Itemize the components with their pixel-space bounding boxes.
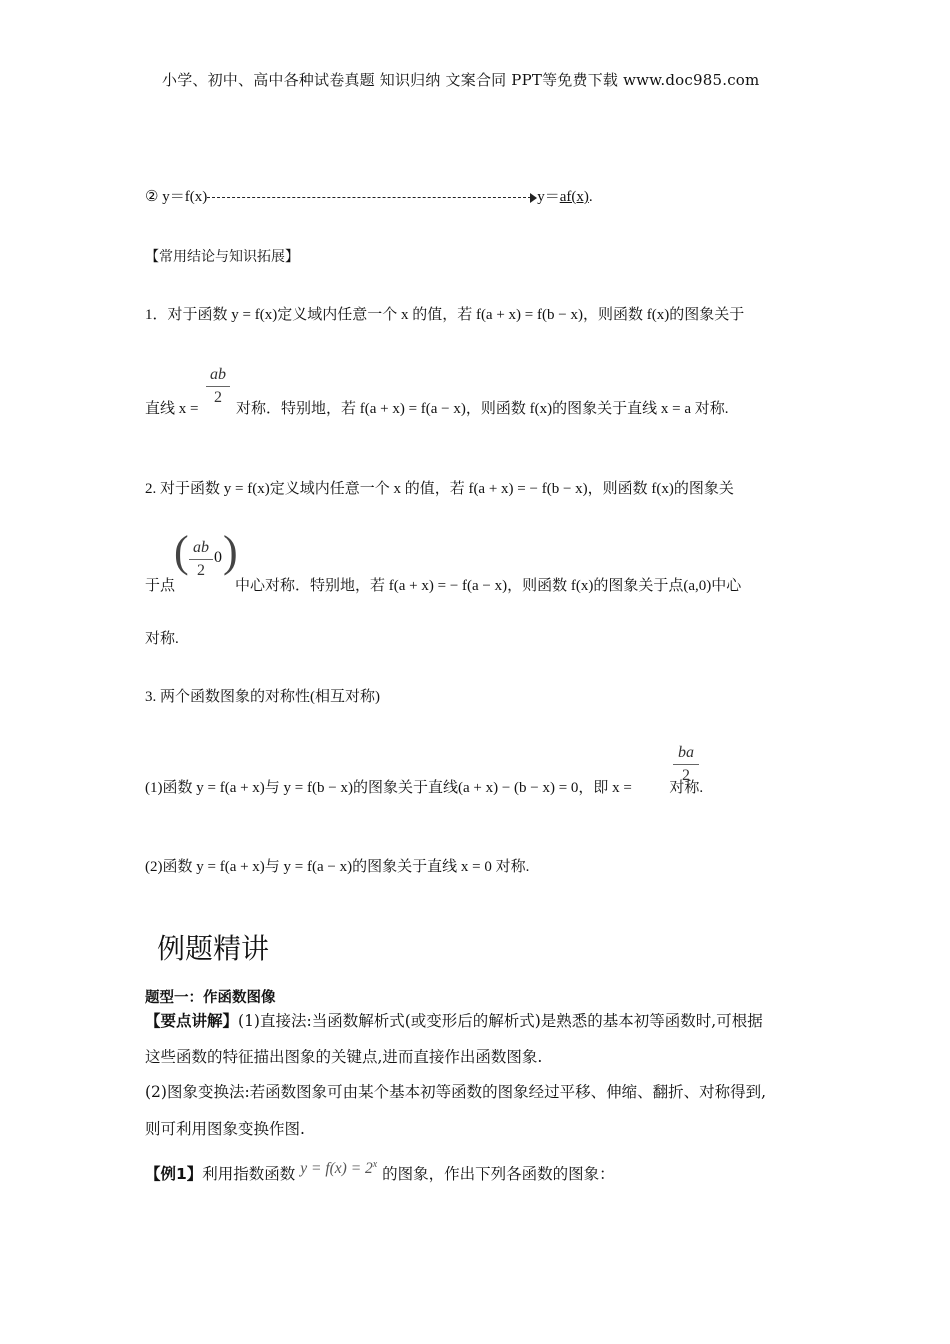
- item2-frac-num: ab: [193, 539, 209, 556]
- item3-p2: (2)函数 y = f(a + x)与 y = f(a − x)的图象关于直线 x = 0 对称.: [145, 859, 530, 875]
- item1-line2: [145, 397, 729, 418]
- key-label: 【要点讲解】: [145, 1012, 239, 1030]
- left-paren-icon: (: [174, 527, 189, 576]
- item2-line2-before: 于点: [145, 578, 176, 594]
- example1-before: 利用指数函数: [202, 1165, 301, 1183]
- key-p1-text: (1)直接法:当函数解析式(或变形后的解析式)是熟悉的基本初等函数时,可根据: [238, 1012, 763, 1030]
- example1-after: 的图象，作出下列各函数的图象：: [377, 1165, 615, 1183]
- item1-line2-before: 直线 x =: [145, 401, 203, 417]
- item3-title: 3. 两个函数图象的对称性(相互对称): [145, 689, 380, 705]
- item3-p1-after: 对称.: [665, 780, 704, 796]
- key-p2-line1: (2)图象变换法:若函数图象可由某个基本初等函数的图象经过平移、伸缩、翻折、对称得到,: [145, 1083, 767, 1101]
- item3-frac-num: ba: [678, 744, 694, 761]
- key-p1-line2: 这些函数的特征描出图象的关键点,进而直接作出函数图象.: [145, 1048, 543, 1066]
- item1-frac-num: ab: [210, 366, 226, 383]
- conclusions-heading: 【常用结论与知识拓展】: [145, 249, 299, 265]
- example1-label: 【例1】: [145, 1165, 203, 1183]
- item2-line3: 对称.: [145, 631, 179, 647]
- transform-suffix: y＝: [537, 189, 560, 205]
- key-p2-line2: 则可利用图象变换作图.: [145, 1120, 305, 1138]
- key-p1-line1: [145, 1009, 763, 1031]
- type1-title: 题型一：作函数图像: [145, 990, 276, 1006]
- item2-frac-tail: 0: [214, 549, 222, 566]
- page-header: 小学、初中、高中各种试卷真题 知识归纳 文案合同 PPT等免费下载 www.doc985.com: [162, 71, 760, 89]
- item2-frac-den: 2: [197, 562, 205, 579]
- section-title: 例题精讲: [157, 932, 270, 965]
- dashed-arrow-icon: [207, 193, 537, 203]
- item3-p1: [145, 776, 703, 797]
- example1-formula-text: y = f(x) = 2: [300, 1160, 373, 1177]
- item2-line1: 2. 对于函数 y = f(x)定义域内任意一个 x 的值，若 f(a + x) = − f(b − x)，则函数 f(x)的图象关: [145, 481, 734, 497]
- item2-line2-after: 中心对称．特别地，若 f(a + x) = − f(a − x)，则函数 f(x)的图象关于点(a,0)中心: [235, 578, 742, 594]
- example1-line: [145, 1158, 615, 1184]
- transform-end: .: [588, 189, 593, 205]
- item1-line1: 1．对于函数 y = f(x)定义域内任意一个 x 的值，若 f(a + x) = f(b − x)，则函数 f(x)的图象关于: [145, 307, 745, 323]
- item1-line2-after: 对称．特别地，若 f(a + x) = f(a − x)，则函数 f(x)的图象关于直线 x = a 对称.: [232, 401, 729, 417]
- example1-formula-sup: x: [372, 1158, 378, 1170]
- transform-underlined: af(x): [559, 189, 589, 205]
- transform-prefix: ② y＝f(x): [145, 189, 208, 205]
- item3-frac-den: 2: [682, 767, 690, 784]
- example1-formula: [300, 1160, 377, 1177]
- item1-frac-den: 2: [214, 389, 222, 406]
- transform-line: [145, 185, 593, 206]
- item3-p1-before: (1)函数 y = f(a + x)与 y = f(b − x)的图象关于直线(a + x) − (b − x) = 0，即 x =: [145, 780, 636, 796]
- item2-line2: [145, 574, 741, 595]
- right-paren-icon: ): [223, 527, 238, 576]
